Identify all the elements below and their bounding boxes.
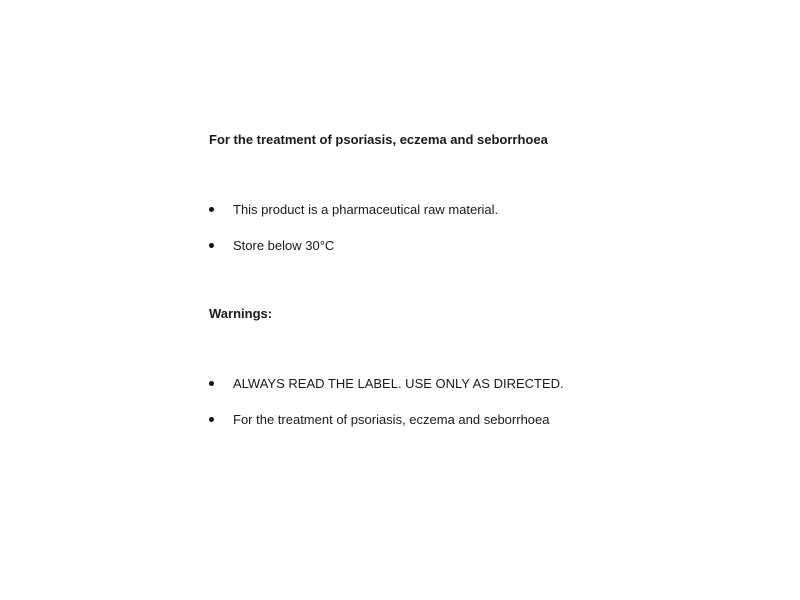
- bullet-icon: [209, 417, 214, 422]
- bullet-icon: [209, 381, 214, 386]
- list-item-text: For the treatment of psoriasis, eczema and seborrhoea: [233, 412, 550, 427]
- document-heading: For the treatment of psoriasis, eczema and seborrhoea: [209, 132, 548, 147]
- bullet-icon: [209, 207, 214, 212]
- list-item-text: This product is a pharmaceutical raw material.: [233, 202, 499, 217]
- list-item-text: ALWAYS READ THE LABEL. USE ONLY AS DIRECTED.: [233, 376, 564, 391]
- document-page: [209, 0, 769, 600]
- warnings-heading: Warnings:: [209, 306, 273, 321]
- bullet-icon: [209, 243, 214, 248]
- list-item-text: Store below 30°C: [233, 238, 335, 253]
